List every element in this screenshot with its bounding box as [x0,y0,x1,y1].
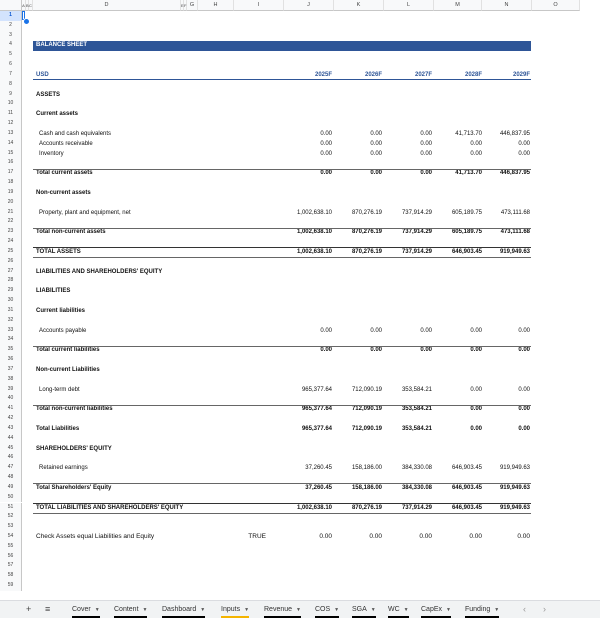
row-label[interactable]: Cash and cash equivalents [39,130,112,137]
value-cell[interactable]: 0.00 [320,150,332,157]
row-header[interactable]: 59 [0,581,22,591]
value-cell[interactable]: 1,002,638.10 [296,209,332,216]
row-header[interactable]: 29 [0,286,22,296]
value-cell[interactable]: 737,914.29 [401,209,432,216]
value-cell[interactable]: 646,903.45 [451,504,482,511]
value-cell[interactable]: 0.00 [370,170,382,177]
row-header[interactable]: 38 [0,375,22,385]
value-cell[interactable]: 0.00 [370,327,382,334]
value-cell[interactable]: 0.00 [320,140,332,147]
value-cell[interactable]: 646,903.45 [451,248,482,255]
column-header[interactable]: F [184,0,187,11]
value-cell[interactable]: 646,903.45 [451,465,482,472]
hamburger-icon[interactable]: ≡ [45,604,51,614]
section-title-bar [33,41,531,51]
value-cell[interactable]: 0.00 [370,347,382,354]
row-header[interactable]: 41 [0,404,22,414]
sheet-tab[interactable] [315,601,339,618]
column-header[interactable]: M [434,0,482,11]
value-cell[interactable]: 0.00 [319,532,332,540]
value-cell[interactable]: 353,584.21 [401,425,432,432]
row-header[interactable]: 46 [0,453,22,463]
row-label[interactable]: Inventory [39,150,64,157]
value-cell[interactable]: 737,914.29 [401,248,432,255]
plus-icon[interactable]: + [26,604,32,614]
row-label[interactable]: LIABILITIES [36,288,71,295]
row-header[interactable]: 37 [0,365,22,375]
sheet-tab[interactable] [465,601,499,618]
sheet-tab-label: SGA [352,606,367,613]
row-header[interactable]: 25 [0,247,22,257]
next-tab-icon[interactable]: › [543,604,546,614]
year-header[interactable]: 2027F [414,71,432,78]
row-header[interactable]: 8 [0,80,22,90]
sheet-tab[interactable] [72,601,100,618]
value-cell[interactable]: 41,713.70 [455,130,482,137]
sheet-tab-label: WC [388,606,400,613]
row-header[interactable]: 57 [0,561,22,571]
value-cell[interactable]: 0.00 [518,425,530,432]
row-header[interactable]: 47 [0,463,22,473]
value-cell[interactable]: 1,002,638.10 [296,504,332,511]
row-header[interactable]: 44 [0,434,22,444]
row-label[interactable]: Current liabilities [36,307,86,314]
value-cell[interactable]: 0.00 [518,347,530,354]
row-header[interactable]: 51 [0,503,22,513]
column-header[interactable]: N [482,0,532,11]
value-cell[interactable]: 919,949.63 [499,504,530,511]
sheet-tab[interactable] [221,601,249,618]
value-cell[interactable]: 0.00 [518,327,530,334]
row-header[interactable]: 35 [0,345,22,355]
row-header[interactable]: 20 [0,198,22,208]
value-cell[interactable]: 353,584.21 [401,406,432,413]
value-cell[interactable]: 870,276.19 [351,209,382,216]
currency-label[interactable]: USD [36,71,49,78]
row-label[interactable]: Total non-current liabilities [36,406,113,413]
column-header[interactable]: B [26,0,29,11]
value-cell[interactable]: 446,837.95 [499,130,530,137]
row-header[interactable]: 34 [0,335,22,345]
row-label[interactable]: TOTAL LIABILITIES AND SHAREHOLDERS' EQUITY [36,504,184,511]
row-label[interactable]: Total non-current assets [36,229,106,236]
row-header[interactable]: 30 [0,296,22,306]
value-cell[interactable]: 0.00 [470,150,482,157]
sheet-tab[interactable] [352,601,376,618]
value-cell[interactable]: 446,837.95 [499,170,530,177]
value-cell[interactable]: 0.00 [470,327,482,334]
row-label[interactable]: Total Liabilities [36,425,80,432]
column-header[interactable]: C [29,0,33,11]
row-header[interactable]: 4 [0,40,22,50]
value-cell[interactable]: 712,090.19 [351,386,382,393]
value-cell[interactable]: 158,186.00 [351,465,382,472]
value-cell[interactable]: 870,276.19 [351,504,382,511]
row-label[interactable]: SHAREHOLDERS' EQUITY [36,445,112,452]
value-cell[interactable]: 384,330.08 [401,484,432,491]
row-header[interactable]: 28 [0,276,22,286]
row-label[interactable]: Property, plant and equipment, net [39,209,131,216]
value-cell[interactable]: 0.00 [420,150,432,157]
value-cell[interactable]: 0.00 [469,532,482,540]
value-cell[interactable]: 919,949.63 [499,248,530,255]
row-header[interactable]: 13 [0,129,22,139]
value-cell[interactable]: 965,377.64 [301,406,332,413]
row-header[interactable]: 39 [0,385,22,395]
row-header[interactable]: 22 [0,217,22,227]
value-cell[interactable]: 965,377.64 [301,425,332,432]
row-header[interactable]: 56 [0,552,22,562]
value-cell[interactable]: 0.00 [470,406,482,413]
row-header[interactable]: 17 [0,168,22,178]
sheet-tab-label: Cover [72,606,91,613]
check-result[interactable]: TRUE [248,532,266,540]
value-cell[interactable]: 0.00 [370,130,382,137]
row-header[interactable]: 23 [0,227,22,237]
sheet-tab-label: COS [315,606,331,613]
value-cell[interactable]: 605,189.75 [451,229,482,236]
row-header[interactable]: 16 [0,158,22,168]
border-line [33,503,531,504]
value-cell[interactable]: 0.00 [369,532,382,540]
value-cell[interactable]: 0.00 [320,327,332,334]
dropdown-arrow-icon[interactable]: ▼ [494,607,500,613]
row-header[interactable]: 19 [0,188,22,198]
row-header[interactable]: 54 [0,532,22,542]
border-line [33,257,531,258]
value-cell[interactable]: 41,713.70 [455,170,482,177]
value-cell[interactable]: 37,260.45 [305,465,332,472]
column-header[interactable]: D [33,0,181,11]
dropdown-arrow-icon[interactable]: ▼ [296,607,301,613]
row-header[interactable]: 55 [0,542,22,552]
column-header[interactable]: H [198,0,234,11]
value-cell[interactable]: 737,914.29 [401,504,432,511]
value-cell[interactable]: 0.00 [320,130,332,137]
row-label[interactable]: Accounts receivable [39,140,93,147]
column-header[interactable]: E [181,0,184,11]
row-label[interactable]: LIABILITIES AND SHAREHOLDERS' EQUITY [36,268,163,275]
row-header[interactable]: 45 [0,444,22,454]
column-header[interactable]: I [234,0,284,11]
row-header[interactable]: 9 [0,90,22,100]
row-label[interactable]: Non-current Liabilities [36,366,100,373]
value-cell[interactable]: 0.00 [370,140,382,147]
value-cell[interactable]: 0.00 [370,150,382,157]
sheet-tab-label: Funding [465,606,491,613]
value-cell[interactable]: 473,111.68 [500,209,530,216]
column-header[interactable]: K [334,0,384,11]
row-header[interactable]: 18 [0,178,22,188]
dropdown-arrow-icon[interactable]: ▼ [403,607,409,613]
value-cell[interactable]: 919,949.63 [499,465,530,472]
sheet-tab-label: Inputs [221,606,241,613]
row-label[interactable]: ASSETS [36,91,61,98]
value-cell[interactable]: 0.00 [420,140,432,147]
border-line [33,346,531,347]
sheet-tab-label: Dashboard [162,606,197,613]
year-header[interactable]: 2028F [464,71,482,78]
value-cell[interactable]: 0.00 [420,327,432,334]
row-header[interactable]: 40 [0,394,22,404]
dropdown-arrow-icon[interactable]: ▼ [334,607,340,613]
value-cell[interactable]: 1,002,638.10 [296,229,332,236]
value-cell[interactable]: 37,260.45 [305,484,332,491]
value-cell[interactable]: 0.00 [470,386,482,393]
dropdown-arrow-icon[interactable]: ▼ [200,607,206,613]
value-cell[interactable]: 0.00 [420,130,432,137]
value-cell[interactable]: 158,186.00 [351,484,382,491]
dropdown-arrow-icon[interactable]: ▼ [94,607,100,613]
row-header[interactable]: 58 [0,571,22,581]
value-cell[interactable]: 0.00 [518,150,530,157]
sheet-tab[interactable] [388,601,409,618]
value-cell[interactable]: 353,584.21 [401,386,432,393]
year-header[interactable]: 2029F [512,71,530,78]
dropdown-arrow-icon[interactable]: ▼ [244,607,250,613]
row-header[interactable]: 21 [0,208,22,218]
row-header[interactable]: 49 [0,483,22,493]
row-label[interactable]: Total current liabilities [36,347,100,354]
value-cell[interactable]: 0.00 [320,347,332,354]
row-header[interactable]: 12 [0,119,22,129]
dropdown-arrow-icon[interactable]: ▼ [370,607,376,613]
value-cell[interactable]: 384,330.08 [401,465,432,472]
value-cell[interactable]: 919,949.63 [499,484,530,491]
row-header[interactable]: 36 [0,355,22,365]
row-header[interactable]: 7 [0,70,22,80]
value-cell[interactable]: 0.00 [420,347,432,354]
border-line [33,483,531,484]
border-line [33,169,531,170]
row-header[interactable]: 14 [0,139,22,149]
dropdown-arrow-icon[interactable]: ▼ [142,607,148,613]
sheet-tab[interactable] [264,601,301,618]
row-label[interactable]: TOTAL ASSETS [36,248,81,255]
sheet-tab[interactable] [114,601,147,618]
value-cell[interactable]: 0.00 [518,140,530,147]
row-header[interactable]: 3 [0,31,22,41]
value-cell[interactable]: 712,090.19 [351,406,382,413]
year-header[interactable]: 2026F [364,71,382,78]
row-header[interactable]: 48 [0,473,22,483]
sheet-tab-bar [0,600,600,618]
value-cell[interactable]: 712,090.19 [351,425,382,432]
value-cell[interactable]: 0.00 [320,170,332,177]
value-cell[interactable]: 0.00 [518,386,530,393]
sheet-tab[interactable] [162,601,205,618]
value-cell[interactable]: 737,914.29 [401,229,432,236]
row-header[interactable]: 11 [0,109,22,119]
row-label[interactable]: Current assets [36,111,79,118]
value-cell[interactable]: 473,111.68 [500,229,530,236]
prev-tab-icon[interactable]: ‹ [523,604,526,614]
header-underline [33,79,531,80]
border-line [33,228,531,229]
value-cell[interactable]: 1,002,638.10 [296,248,332,255]
row-header[interactable]: 2 [0,21,22,31]
value-cell[interactable]: 646,903.45 [451,484,482,491]
row-header[interactable]: 50 [0,493,22,503]
column-header[interactable]: G [187,0,198,11]
column-header[interactable]: J [284,0,334,11]
row-label[interactable]: Total Shareholders' Equity [36,484,112,491]
row-label[interactable]: Accounts payable [39,327,87,334]
row-header[interactable]: 15 [0,149,22,159]
check-label[interactable]: Check Assets equal Liabilities and Equity [36,532,155,540]
fill-handle[interactable] [23,18,30,25]
sheet-tab[interactable] [421,601,451,618]
row-label[interactable]: Long-term debt [39,386,80,393]
value-cell[interactable]: 0.00 [420,170,432,177]
value-cell[interactable]: 0.00 [470,347,482,354]
section-title: BALANCE SHEET [36,41,88,48]
year-header[interactable]: 2025F [314,71,332,78]
value-cell[interactable]: 870,276.19 [351,229,382,236]
row-header[interactable]: 53 [0,522,22,532]
row-header[interactable]: 5 [0,50,22,60]
value-cell[interactable]: 965,377.64 [301,386,332,393]
dropdown-arrow-icon[interactable]: ▼ [446,607,451,613]
sheet-tab-label: CapEx [421,606,443,613]
row-header[interactable]: 26 [0,257,22,267]
row-header[interactable]: 33 [0,326,22,336]
border-line [33,513,531,514]
value-cell[interactable]: 0.00 [518,406,530,413]
border-line [33,247,531,248]
row-header[interactable]: 6 [0,60,22,70]
sheet-tab-label: Revenue [264,606,293,613]
row-header[interactable]: 52 [0,512,22,522]
value-cell[interactable]: 605,189.75 [451,209,482,216]
row-header[interactable]: 42 [0,414,22,424]
row-label[interactable]: Non-current assets [36,189,91,196]
row-header[interactable]: 27 [0,267,22,277]
row-label[interactable]: Total current assets [36,170,93,177]
row-header[interactable]: 24 [0,237,22,247]
row-header-selected[interactable]: 1 [0,11,22,21]
row-header[interactable]: 10 [0,99,22,109]
row-header[interactable]: 32 [0,316,22,326]
row-label[interactable]: Retained earnings [39,465,88,472]
row-header[interactable]: 43 [0,424,22,434]
column-header[interactable]: O [532,0,580,11]
value-cell[interactable]: 870,276.19 [351,248,382,255]
border-line [33,405,531,406]
select-all-corner[interactable] [0,0,22,11]
column-header[interactable]: A [22,0,26,11]
row-header[interactable]: 31 [0,306,22,316]
value-cell[interactable]: 0.00 [470,425,482,432]
value-cell[interactable]: 0.00 [470,140,482,147]
column-header[interactable]: L [384,0,434,11]
sheet-tab-label: Content [114,606,139,613]
value-cell[interactable]: 0.00 [419,532,432,540]
value-cell[interactable]: 0.00 [517,532,530,540]
